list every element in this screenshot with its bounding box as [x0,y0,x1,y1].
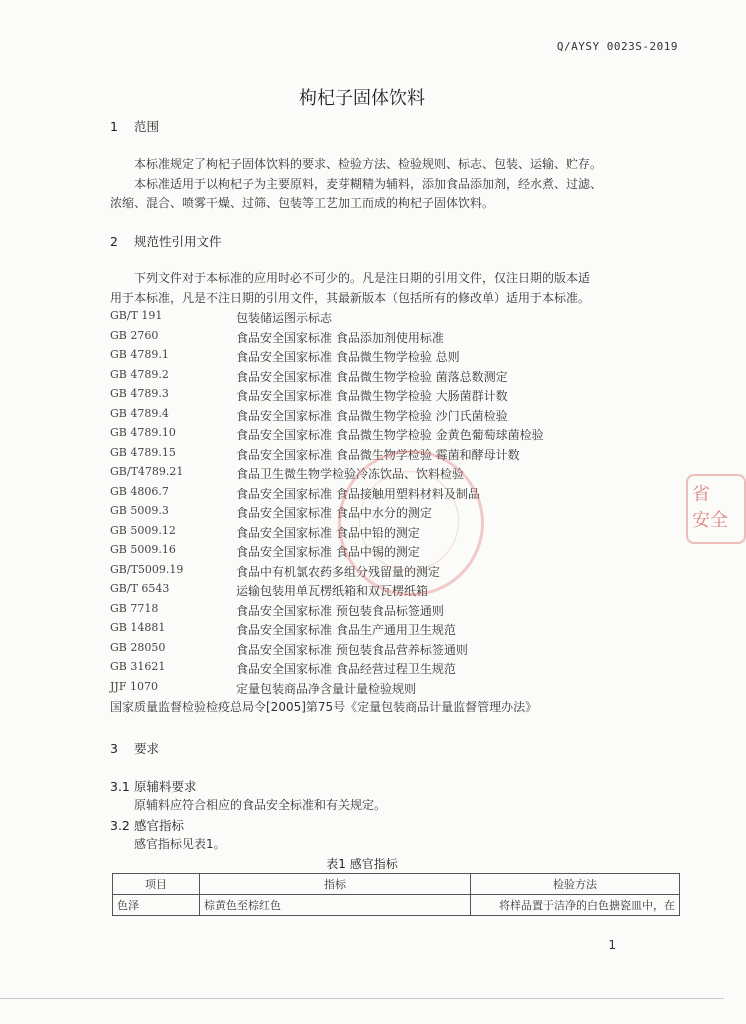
reference-code: GB 14881 [110,621,166,634]
reference-title: 食品安全国家标准 食品微生物学检验 大肠菌群计数 [236,389,508,403]
cell-item: 色泽 [113,895,200,916]
sensory-index-note: 感官指标见表1。 [134,837,226,851]
table-caption: 表1 感官指标 [326,857,398,871]
column-header-item: 项目 [113,874,200,895]
reference-title: 食品安全国家标准 食品微生物学检验 沙门氏菌检验 [236,408,508,423]
reference-code: JJF 1070 [110,679,158,693]
reference-code: GB 4789.4 [110,406,169,420]
cell-index: 棕黄色至棕红色 [200,895,471,916]
reference-code: GB 5009.16 [110,543,176,556]
section-number: 2 [110,234,118,249]
document-title: 枸杞子固体饮料 [299,88,425,109]
table-row [113,895,680,916]
reference-code: GB 5009.12 [110,523,176,537]
section-1-heading [110,117,159,135]
reference-code: GB/T 6543 [110,582,170,595]
subsection-title: 原辅料要求 [134,779,197,794]
reference-code: GB 4789.1 [110,348,169,361]
page-number: 1 [608,938,616,952]
scope-paragraph-1: 本标准规定了枸杞子固体饮料的要求、检验方法、检验规则、标志、包装、运输、贮存。 [134,157,603,171]
page-bottom-rule [0,998,724,999]
section-title: 范围 [134,119,160,134]
section-3-heading [110,739,159,757]
reference-title: 食品安全国家标准 食品中锡的测定 [236,545,420,559]
reference-code: GB 7718 [110,601,159,615]
reference-code: GB/T 191 [110,309,163,322]
reference-code: GB 4789.10 [110,426,176,439]
reference-code: GB/T5009.19 [110,562,184,576]
section-number: 1 [110,119,118,134]
cell-method: 将样品置于洁净的白色搪瓷皿中，在 [471,895,680,916]
section-2-heading [110,232,222,250]
side-seal-line-1: 省 [692,484,710,505]
reference-title: 食品卫生微生物学检验冷冻饮品、饮料检验 [236,467,465,481]
decree-reference: 国家质量监督检验检疫总局令[2005]第75号《定量包装商品计量监督管理办法》 [110,700,538,714]
reference-title: 食品安全国家标准 食品微生物学检验 霉菌和酵母计数 [236,447,520,462]
official-seal-inner-ring [359,471,459,571]
subsection-number: 3.2 [110,818,130,833]
reference-code: GB 4789.15 [110,445,176,459]
reference-title: 食品安全国家标准 食品微生物学检验 总则 [236,350,460,364]
table-header-row [113,874,680,895]
column-header-method: 检验方法 [471,874,680,895]
section-title: 要求 [134,741,160,756]
references-intro-line-1: 下列文件对于本标准的应用时必不可少的。凡是注日期的引用文件，仅注日期的版本适 [134,271,591,285]
reference-title: 包装储运图示标志 [236,311,333,325]
reference-title: 食品安全国家标准 食品微生物学检验 菌落总数测定 [236,369,508,384]
reference-title: 食品安全国家标准 食品接触用塑料材料及制品 [236,486,480,501]
reference-code: GB 4806.7 [110,484,169,498]
reference-title: 食品中有机氯农药多组分残留量的测定 [236,564,441,579]
standard-code: Q/AYSY 0023S-2019 [556,40,678,53]
reference-title: 食品安全国家标准 预包装食品标签通则 [236,603,444,618]
reference-title: 食品安全国家标准 食品中水分的测定 [236,506,432,520]
section-number: 3 [110,741,118,756]
scope-paragraph-2-line-2: 浓缩、混合、喷雾干燥、过筛、包装等工艺加工而成的枸杞子固体饮料。 [110,196,495,210]
reference-code: GB 2760 [110,328,159,342]
subsection-number: 3.1 [110,779,130,794]
subsection-3-2-heading [110,816,184,834]
reference-title: 定量包装商品净含量计量检验规则 [236,681,417,696]
reference-code: GB 4789.3 [110,387,169,400]
reference-code: GB 31621 [110,660,166,673]
references-intro-line-2: 用于本标准，凡是不注日期的引用文件，其最新版本（包括所有的修改单）适用于本标准。 [110,291,591,305]
reference-title: 食品安全国家标准 食品微生物学检验 金黄色葡萄球菌检验 [236,428,544,442]
raw-material-requirement: 原辅料应符合相应的食品安全标准和有关规定。 [134,798,387,812]
reference-code: GB 4789.2 [110,367,169,381]
reference-title: 食品安全国家标准 食品中铅的测定 [236,525,420,540]
side-seal-line-2: 安全 [692,510,728,531]
reference-code: GB 5009.3 [110,504,169,517]
scope-paragraph-2-line-1: 本标准适用于以枸杞子为主要原料，麦芽糊精为辅料，添加食品添加剂，经水煮、过滤、 [134,177,603,191]
subsection-3-1-heading [110,777,197,795]
side-seal [686,474,746,544]
reference-title: 运输包装用单瓦楞纸箱和双瓦楞纸箱 [236,584,429,598]
reference-code: GB/T4789.21 [110,465,184,478]
reference-title: 食品安全国家标准 预包装食品营养标签通则 [236,642,468,657]
official-seal [338,450,484,596]
reference-title: 食品安全国家标准 食品经营过程卫生规范 [236,662,456,676]
reference-code: GB 28050 [110,640,166,654]
section-title: 规范性引用文件 [134,234,222,249]
column-header-index: 指标 [200,874,471,895]
sensory-table [112,873,680,916]
reference-title: 食品安全国家标准 食品生产通用卫生规范 [236,623,456,637]
subsection-title: 感官指标 [134,818,185,833]
reference-title: 食品安全国家标准 食品添加剂使用标准 [236,330,444,345]
